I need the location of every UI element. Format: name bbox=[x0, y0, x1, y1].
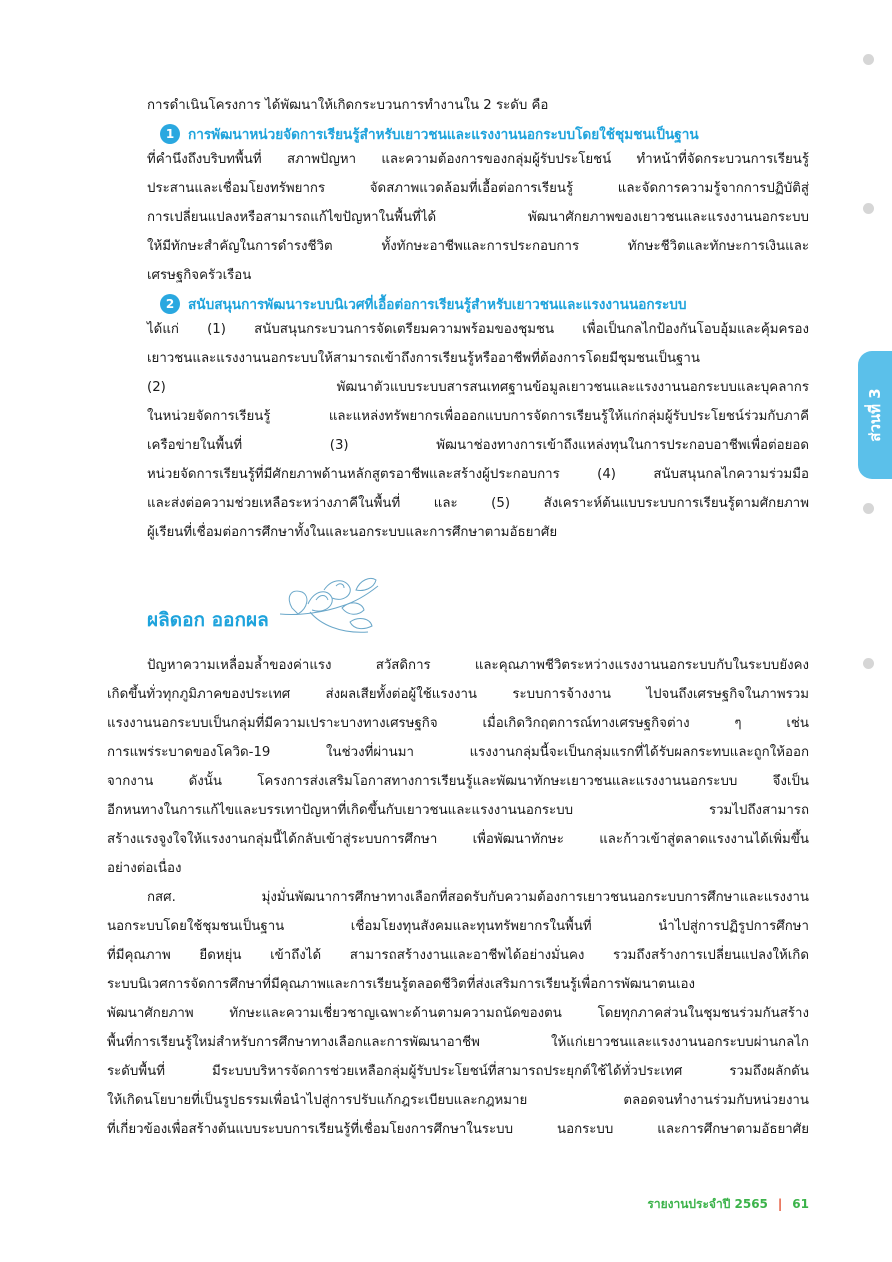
paragraph-2-line: พื้นที่การเรียนรู้ใหม่สำหรับการศึกษาทางเลือกและการพัฒนาอาชีพ ให้แก่เยาวชนและแรงงานนอกระบบผ่านกลไก bbox=[107, 1035, 809, 1050]
paragraph-1-line: การแพร่ระบาดของโควิด-19 ในช่วงที่ผ่านมา แรงงานกลุ่มนี้จะเป็นกลุ่มแรกที่ได้รับผลกระทบและถูกให้ออก bbox=[107, 745, 809, 760]
paragraph-2-line: ระดับพื้นที่ มีระบบบริหารจัดการช่วยเหลือกลุ่มผู้รับประโยชน์ที่สามารถประยุกต์ใช้ได้ทั่วประเทศ รวมถึงผลักดัน bbox=[107, 1064, 809, 1079]
number-badge-2: 2 bbox=[160, 294, 180, 314]
paragraph-2-line: กสศ. มุ่งมั่นพัฒนาการศึกษาทางเลือกที่สอดรับกับความต้องการเยาวชนนอกระบบการศึกษาและแรงงาน bbox=[147, 890, 809, 905]
paragraph-2-line: ให้เกิดนโยบายที่เป็นรูปธรรมเพื่อนำไปสู่การปรับแก้กฎระเบียบและกฎหมาย ตลอดจนทำงานร่วมกับหน่วยงาน bbox=[107, 1093, 809, 1108]
item-1-heading-text: การพัฒนาหน่วยจัดการเรียนรู้สำหรับเยาวชนและแรงงานนอกระบบโดยใช้ชุมชนเป็นฐาน bbox=[188, 127, 699, 143]
section-tab bbox=[858, 351, 892, 479]
item-1-line: ที่คำนึงถึงบริบทพื้นที่ สภาพปัญหา และความต้องการของกลุ่มผู้รับประโยชน์ ทำหน้าที่จัดกระบวนการเรียนรู้ bbox=[147, 152, 809, 167]
paragraph-2-line: ระบบนิเวศการจัดการศึกษาที่มีคุณภาพและการเรียนรู้ตลอดชีวิตที่ส่งเสริมการเรียนรู้เพื่อการพัฒนาตนเอง bbox=[107, 977, 696, 992]
page-footer bbox=[580, 1195, 809, 1214]
item-2-line: เครือข่ายในพื้นที่ (3) พัฒนาช่องทางการเข้าถึงแหล่งทุนในการประกอบอาชีพเพื่อต่อยอด bbox=[147, 438, 809, 453]
side-dot bbox=[863, 54, 874, 65]
section-tab-label: ส่วนที่ 3 bbox=[866, 388, 884, 442]
item-1-line: ประสานและเชื่อมโยงทรัพยากร จัดสภาพแวดล้อมที่เอื้อต่อการเรียนรู้ และจัดการความรู้จากการปฏิบัติสู่ bbox=[147, 181, 809, 196]
side-dot bbox=[863, 203, 874, 214]
side-dot bbox=[863, 503, 874, 514]
paragraph-1-line: แรงงานนอกระบบเป็นกลุ่มที่มีความเปราะบางทางเศรษฐกิจ เมื่อเกิดวิกฤตการณ์ทางเศรษฐกิจต่าง ๆ เช่น bbox=[107, 716, 809, 731]
footer-title: รายงานประจำปี 2565 bbox=[647, 1197, 768, 1211]
item-2-line: หน่วยจัดการเรียนรู้ที่มีศักยภาพด้านหลักสูตรอาชีพและสร้างผู้ประกอบการ (4) สนับสนุนกลไกความร่วมมือ bbox=[147, 467, 809, 482]
paragraph-1-line: จากงาน ดังนั้น โครงการส่งเสริมโอกาสทางการเรียนรู้และพัฒนาทักษะเยาวชนและแรงงานนอกระบบ จึงเป็น bbox=[107, 774, 809, 789]
paragraph-2-line: ที่มีคุณภาพ ยืดหยุ่น เข้าถึงได้ สามารถสร้างงานและอาชีพได้อย่างมั่นคง รวมถึงสร้างการเปลี่ยนแปลงให้เกิด bbox=[107, 948, 809, 963]
page-number: 61 bbox=[792, 1197, 809, 1211]
item-1-line: การเปลี่ยนแปลงหรือสามารถแก้ไขปัญหาในพื้นที่ได้ พัฒนาศักยภาพของเยาวชนและแรงงานนอกระบบ bbox=[147, 210, 809, 225]
side-dot bbox=[863, 658, 874, 669]
paragraph-1-line: อย่างต่อเนื่อง bbox=[107, 861, 182, 876]
item-2-heading bbox=[160, 293, 687, 315]
footer-separator: | bbox=[777, 1197, 783, 1211]
paragraph-2-line: ที่เกี่ยวข้องเพื่อสร้างต้นแบบระบบการเรียนรู้ที่เชื่อมโยงการศึกษาในระบบ นอกระบบ และการศึกษาตามอัธยาศัย bbox=[107, 1122, 809, 1137]
number-badge-1: 1 bbox=[160, 124, 180, 144]
item-2-line: ได้แก่ (1) สนับสนุนกระบวนการจัดเตรียมความพร้อมของชุมชน เพื่อเป็นกลไกป้องกันโอบอุ้มและคุ้มครอง bbox=[147, 322, 809, 337]
item-2-line: (2) พัฒนาตัวแบบระบบสารสนเทศฐานข้อมูลเยาวชนและแรงงานนอกระบบและบุคลากร bbox=[147, 380, 809, 395]
paragraph-1-line: ปัญหาความเหลื่อมล้ำของค่าแรง สวัสดิการ และคุณภาพชีวิตระหว่างแรงงานนอกระบบกับในระบบยังคง bbox=[147, 658, 809, 673]
item-1-heading bbox=[160, 123, 699, 145]
item-2-line: ในหน่วยจัดการเรียนรู้ และแหล่งทรัพยากรเพื่อออกแบบการจัดการเรียนรู้ให้แก่กลุ่มผู้รับประโยชน์ร่วมกับภาคี bbox=[147, 409, 809, 424]
paragraph-2-line: พัฒนาศักยภาพ ทักษะและความเชี่ยวชาญเฉพาะด้านตามความถนัดของตน โดยทุกภาคส่วนในชุมชนร่วมกันสร้าง bbox=[107, 1006, 809, 1021]
section-title: ผลิดอก ออกผล bbox=[147, 609, 269, 631]
flower-illustration bbox=[280, 570, 380, 642]
paragraph-1-line: เกิดขึ้นทั่วทุกภูมิภาคของประเทศ ส่งผลเสียทั้งต่อผู้ใช้แรงงาน ระบบการจ้างงาน ไปจนถึงเศรษฐกิจในภาพรวม bbox=[107, 687, 809, 702]
item-2-line: และส่งต่อความช่วยเหลือระหว่างภาคีในพื้นที่ และ (5) สังเคราะห์ต้นแบบระบบการเรียนรู้ตามศักยภาพ bbox=[147, 496, 809, 511]
item-2-line: เยาวชนและแรงงานนอกระบบให้สามารถเข้าถึงการเรียนรู้หรืออาชีพที่ต้องการโดยมีชุมชนเป็นฐาน bbox=[147, 351, 700, 366]
item-2-line: ผู้เรียนที่เชื่อมต่อการศึกษาทั้งในและนอกระบบและการศึกษาตามอัธยาศัย bbox=[147, 525, 558, 540]
paragraph-2-line: นอกระบบโดยใช้ชุมชนเป็นฐาน เชื่อมโยงทุนสังคมและทุนทรัพยากรในพื้นที่ นำไปสู่การปฏิรูปการศึกษา bbox=[107, 919, 809, 934]
intro-text: การดำเนินโครงการ ได้พัฒนาให้เกิดกระบวนการทำงานใน 2 ระดับ คือ bbox=[147, 98, 549, 113]
item-2-heading-text: สนับสนุนการพัฒนาระบบนิเวศที่เอื้อต่อการเรียนรู้สำหรับเยาวชนและแรงงานนอกระบบ bbox=[188, 297, 687, 313]
item-1-line: เศรษฐกิจครัวเรือน bbox=[147, 268, 252, 283]
paragraph-1-line: สร้างแรงจูงใจให้แรงงานกลุ่มนี้ได้กลับเข้าสู่ระบบการศึกษา เพื่อพัฒนาทักษะ และก้าวเข้าสู่ตลาดแรงงานได้เพิ่มขึ้น bbox=[107, 832, 809, 847]
item-1-line: ให้มีทักษะสำคัญในการดำรงชีวิต ทั้งทักษะอาชีพและการประกอบการ ทักษะชีวิตและทักษะการเงินและ bbox=[147, 239, 809, 254]
paragraph-1-line: อีกหนทางในการแก้ไขและบรรเทาปัญหาที่เกิดขึ้นกับเยาวชนและแรงงานนอกระบบ รวมไปถึงสามารถ bbox=[107, 803, 809, 818]
